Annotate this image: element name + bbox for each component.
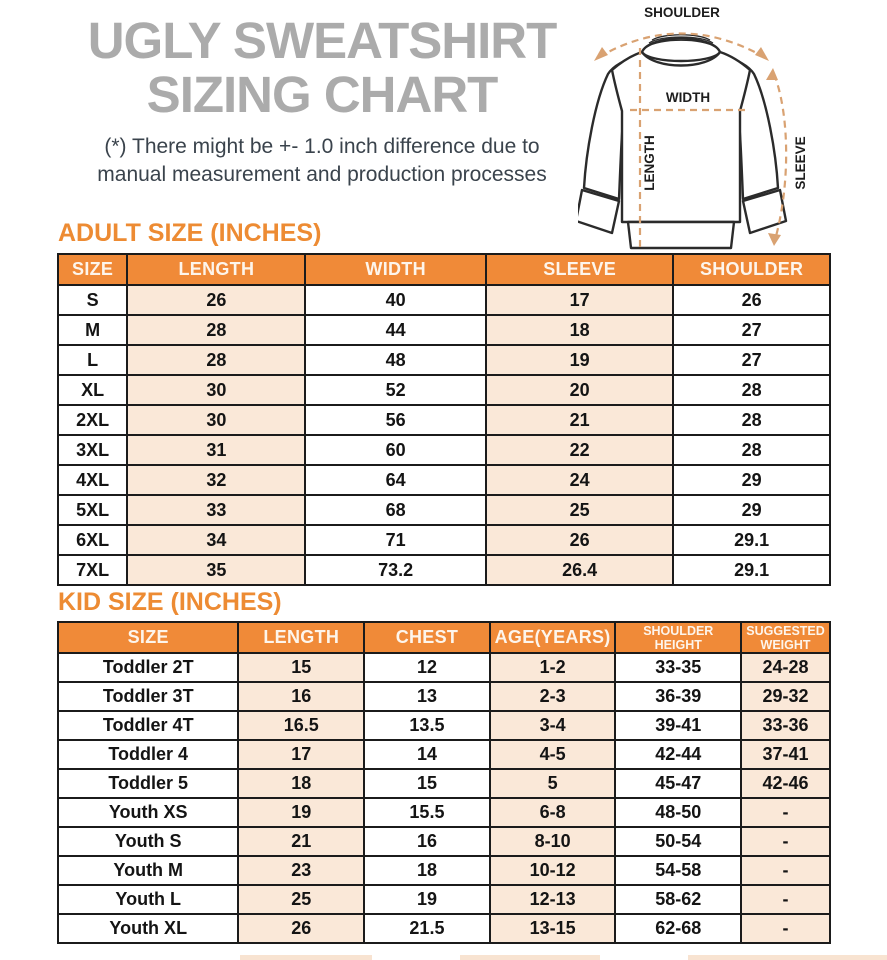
shoulder-label: SHOULDER [644, 5, 720, 20]
measurement-cell: 15 [238, 653, 364, 682]
table-row [58, 495, 830, 525]
measurement-cell: 42-46 [741, 769, 830, 798]
table-row [58, 435, 830, 465]
table-row [58, 555, 830, 585]
size-label-cell: Youth M [58, 856, 238, 885]
measurement-cell: 48-50 [615, 798, 741, 827]
hem-band-shape [628, 222, 734, 248]
size-label-cell: Youth L [58, 885, 238, 914]
measurement-cell: - [741, 798, 830, 827]
measurement-cell: 26 [486, 525, 673, 555]
measurement-cell: 60 [305, 435, 485, 465]
measurement-note-line2: manual measurement and production processes [97, 162, 547, 186]
measurement-cell: 56 [305, 405, 485, 435]
column-header: SLEEVE [486, 254, 673, 285]
size-label-cell: 3XL [58, 435, 127, 465]
sleeve-label: SLEEVE [793, 136, 808, 190]
shoulder-arrow-right [755, 47, 769, 61]
measurement-cell: 34 [127, 525, 305, 555]
title-block [46, 14, 598, 189]
measurement-cell: - [741, 827, 830, 856]
measurement-cell: 29-32 [741, 682, 830, 711]
measurement-cell: 18 [238, 769, 364, 798]
table-row [58, 653, 830, 682]
measurement-cell: 64 [305, 465, 485, 495]
measurement-cell: 17 [238, 740, 364, 769]
kid-header-row [58, 622, 830, 653]
measurement-cell: 21.5 [364, 914, 490, 943]
size-label-cell: 2XL [58, 405, 127, 435]
table-row [58, 740, 830, 769]
measurement-cell: 33-35 [615, 653, 741, 682]
measurement-cell: 3-4 [490, 711, 616, 740]
size-label-cell: XL [58, 375, 127, 405]
bottom-edge-artifact [460, 955, 600, 960]
table-row [58, 711, 830, 740]
measurement-cell: 13-15 [490, 914, 616, 943]
measurement-cell: 28 [127, 315, 305, 345]
column-header: SUGGESTED WEIGHT [741, 622, 830, 653]
table-row [58, 285, 830, 315]
width-label: WIDTH [665, 90, 711, 105]
measurement-cell: 26 [673, 285, 830, 315]
measurement-cell: 73.2 [305, 555, 485, 585]
measurement-cell: 26 [238, 914, 364, 943]
measurement-cell: - [741, 885, 830, 914]
measurement-cell: 42-44 [615, 740, 741, 769]
measurement-cell: 6-8 [490, 798, 616, 827]
measurement-cell: 48 [305, 345, 485, 375]
column-header: SHOULDER HEIGHT [615, 622, 741, 653]
measurement-cell: 10-12 [490, 856, 616, 885]
sweatshirt-diagram [578, 0, 886, 258]
measurement-cell: 27 [673, 345, 830, 375]
kid-size-table [57, 621, 831, 944]
adult-size-table [57, 253, 831, 586]
measurement-cell: 16.5 [238, 711, 364, 740]
size-label-cell: 5XL [58, 495, 127, 525]
table-row [58, 798, 830, 827]
bottom-edge-artifact [688, 955, 887, 960]
table-row [58, 914, 830, 943]
measurement-cell: 1-2 [490, 653, 616, 682]
column-header: LENGTH [127, 254, 305, 285]
size-label-cell: L [58, 345, 127, 375]
measurement-cell: 54-58 [615, 856, 741, 885]
collar-shape [642, 39, 720, 62]
measurement-cell: 29.1 [673, 525, 830, 555]
measurement-cell: 24-28 [741, 653, 830, 682]
measurement-cell: 30 [127, 375, 305, 405]
measurement-cell: 4-5 [490, 740, 616, 769]
table-row [58, 682, 830, 711]
measurement-cell: 23 [238, 856, 364, 885]
measurement-cell: 37-41 [741, 740, 830, 769]
size-label-cell: Toddler 4T [58, 711, 238, 740]
measurement-cell: 29.1 [673, 555, 830, 585]
measurement-cell: 24 [486, 465, 673, 495]
size-label-cell: M [58, 315, 127, 345]
measurement-cell: 28 [127, 345, 305, 375]
bottom-edge-artifact [240, 955, 372, 960]
measurement-cell: 19 [486, 345, 673, 375]
table-row [58, 375, 830, 405]
measurement-cell: 52 [305, 375, 485, 405]
size-label-cell: S [58, 285, 127, 315]
measurement-cell: - [741, 856, 830, 885]
column-header: SIZE [58, 254, 127, 285]
measurement-cell: 18 [364, 856, 490, 885]
measurement-cell: 27 [673, 315, 830, 345]
table-row [58, 405, 830, 435]
table-row [58, 827, 830, 856]
table-row [58, 525, 830, 555]
size-label-cell: Youth S [58, 827, 238, 856]
measurement-cell: 32 [127, 465, 305, 495]
measurement-cell: 8-10 [490, 827, 616, 856]
column-header: LENGTH [238, 622, 364, 653]
table-row [58, 769, 830, 798]
measurement-cell: 16 [238, 682, 364, 711]
measurement-note [46, 133, 598, 188]
measurement-cell: 17 [486, 285, 673, 315]
measurement-cell: 19 [238, 798, 364, 827]
page-title-line2: SIZING CHART [146, 66, 498, 124]
shoulder-arrow-left [594, 47, 608, 61]
measurement-cell: 28 [673, 435, 830, 465]
measurement-cell: 12 [364, 653, 490, 682]
measurement-cell: 68 [305, 495, 485, 525]
measurement-cell: 36-39 [615, 682, 741, 711]
table-row [58, 465, 830, 495]
table-row [58, 345, 830, 375]
measurement-cell: 13 [364, 682, 490, 711]
measurement-cell: 40 [305, 285, 485, 315]
measurement-cell: 15 [364, 769, 490, 798]
measurement-cell: 19 [364, 885, 490, 914]
column-header: WIDTH [305, 254, 485, 285]
size-label-cell: Toddler 3T [58, 682, 238, 711]
measurement-cell: 25 [486, 495, 673, 525]
measurement-cell: 29 [673, 465, 830, 495]
column-header: AGE(YEARS) [490, 622, 616, 653]
table-row [58, 315, 830, 345]
column-header: SIZE [58, 622, 238, 653]
size-label-cell: Toddler 4 [58, 740, 238, 769]
adult-size-heading: ADULT SIZE (INCHES) [58, 219, 322, 247]
measurement-cell: 22 [486, 435, 673, 465]
size-label-cell: Toddler 5 [58, 769, 238, 798]
measurement-cell: 14 [364, 740, 490, 769]
measurement-cell: 31 [127, 435, 305, 465]
measurement-cell: 13.5 [364, 711, 490, 740]
measurement-cell: 45-47 [615, 769, 741, 798]
measurement-cell: 30 [127, 405, 305, 435]
measurement-cell: 62-68 [615, 914, 741, 943]
measurement-cell: 35 [127, 555, 305, 585]
measurement-cell: 21 [238, 827, 364, 856]
measurement-cell: 58-62 [615, 885, 741, 914]
measurement-cell: 50-54 [615, 827, 741, 856]
measurement-cell: 33-36 [741, 711, 830, 740]
size-label-cell: 6XL [58, 525, 127, 555]
measurement-cell: 28 [673, 405, 830, 435]
measurement-cell: 44 [305, 315, 485, 345]
kid-size-heading: KID SIZE (INCHES) [58, 588, 282, 616]
size-label-cell: Toddler 2T [58, 653, 238, 682]
measurement-cell: 26 [127, 285, 305, 315]
measurement-cell: 25 [238, 885, 364, 914]
size-label-cell: Youth XS [58, 798, 238, 827]
sleeve-arrow-bottom [768, 233, 781, 246]
measurement-cell: 20 [486, 375, 673, 405]
measurement-note-line1: (*) There might be +- 1.0 inch difference due to [104, 135, 540, 159]
table-row [58, 885, 830, 914]
body-shape [612, 48, 750, 223]
table-row [58, 856, 830, 885]
measurement-cell: 18 [486, 315, 673, 345]
measurement-cell: 39-41 [615, 711, 741, 740]
size-label-cell: Youth XL [58, 914, 238, 943]
measurement-cell: 15.5 [364, 798, 490, 827]
measurement-cell: 21 [486, 405, 673, 435]
measurement-cell: 12-13 [490, 885, 616, 914]
measurement-cell: 26.4 [486, 555, 673, 585]
page-title-line1: UGLY SWEATSHIRT [87, 12, 557, 69]
measurement-cell: 71 [305, 525, 485, 555]
measurement-cell: 16 [364, 827, 490, 856]
measurement-cell: - [741, 914, 830, 943]
adult-header-row [58, 254, 830, 285]
size-label-cell: 4XL [58, 465, 127, 495]
measurement-cell: 2-3 [490, 682, 616, 711]
measurement-cell: 5 [490, 769, 616, 798]
measurement-cell: 33 [127, 495, 305, 525]
sleeve-arrow-top [766, 68, 778, 80]
column-header: SHOULDER [673, 254, 830, 285]
measurement-cell: 28 [673, 375, 830, 405]
length-label: LENGTH [642, 135, 657, 191]
column-header: CHEST [364, 622, 490, 653]
size-label-cell: 7XL [58, 555, 127, 585]
measurement-cell: 29 [673, 495, 830, 525]
